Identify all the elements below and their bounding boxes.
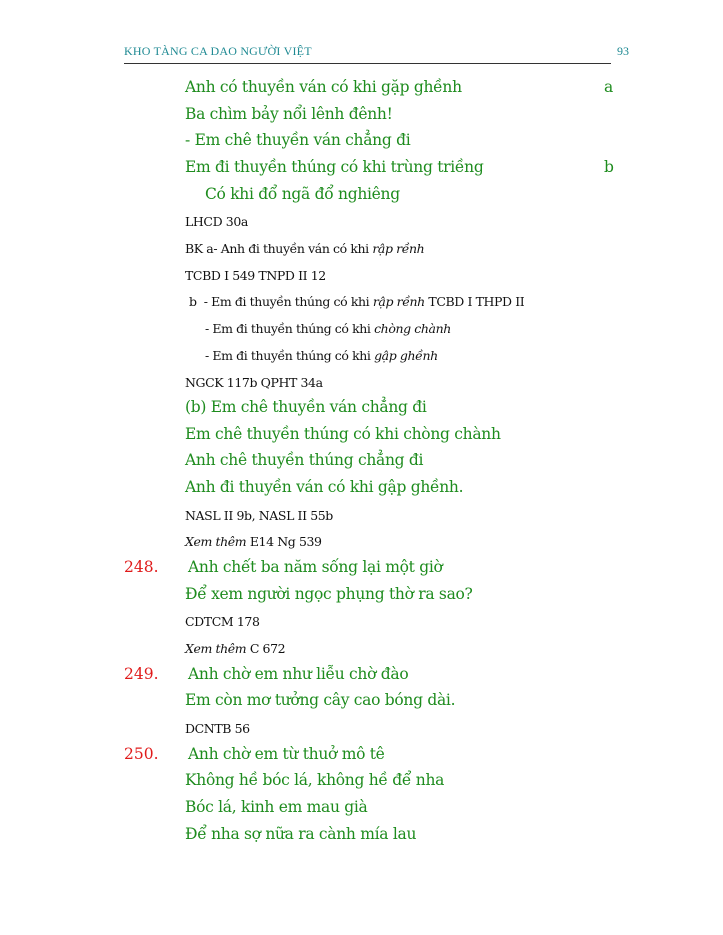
verse-line: Anh đi thuyền ván có khi gập ghềnh. [185, 478, 464, 496]
source-citation: NASL II 9b, NASL II 55b [185, 508, 333, 523]
variant-marker-b: b [604, 158, 614, 176]
note-text: TCBD I THPD II [424, 294, 525, 309]
note-emphasis: rập rềnh [372, 241, 425, 256]
verse-line: Ba chìm bảy nổi lênh đênh! [185, 105, 393, 123]
verse-line: Anh chê thuyền thúng chẳng đi [185, 451, 424, 469]
verse-line: Em đi thuyền thúng có khi trùng triềng [185, 158, 484, 176]
note-text: - Em đi thuyền thúng có khi [205, 321, 375, 336]
verse-line: Không hề bóc lá, không hề để nha [185, 771, 445, 789]
page-number: 93 [617, 44, 629, 58]
see-also-note [185, 641, 285, 656]
note-emphasis: rập rềnh [372, 294, 425, 309]
poem-number: 249. [124, 665, 159, 683]
note-text: BK a- Anh đi thuyền ván có khi [185, 241, 373, 256]
header-divider [124, 63, 611, 64]
verse-line: (b) Em chê thuyền ván chẳng đi [185, 398, 427, 416]
see-also-ref: C 672 [246, 641, 286, 656]
verse-line: Anh chết ba năm sống lại một giờ [188, 558, 443, 576]
note-emphasis: gập ghềnh [374, 348, 438, 363]
verse-line: Để xem người ngọc phụng thờ ra sao? [185, 585, 473, 603]
source-citation: CDTCM 178 [185, 614, 260, 629]
variant-note [205, 321, 451, 336]
see-also-note [185, 534, 322, 549]
source-citation: NGCK 117b QPHT 34a [185, 375, 323, 390]
source-citation: LHCD 30a [185, 214, 248, 229]
verse-line: Có khi đổ ngã đổ nghiêng [205, 185, 400, 203]
source-citation: TCBD I 549 TNPD II 12 [185, 268, 326, 283]
book-title: KHO TÀNG CA DAO NGƯỜI VIỆT [124, 44, 312, 58]
poem-number: 248. [124, 558, 159, 576]
verse-line: Để nha sợ nữa ra cành mía lau [185, 825, 417, 843]
note-text: - Em đi thuyền thúng có khi [203, 294, 373, 309]
verse-line: Anh chờ em từ thuở mô tê [188, 745, 385, 763]
verse-line: Anh chờ em như liễu chờ đào [188, 665, 409, 683]
variant-note [189, 294, 524, 309]
see-also-label: Xem thêm [185, 641, 247, 656]
see-also-label: Xem thêm [185, 534, 247, 549]
verse-line: - Em chê thuyền ván chẳng đi [185, 131, 411, 149]
variant-note [185, 241, 424, 256]
variant-marker-a: a [604, 78, 614, 96]
page-header [124, 44, 629, 64]
verse-line: Anh có thuyền ván có khi gặp ghềnh [185, 78, 462, 96]
variant-note [205, 348, 438, 363]
note-emphasis: chòng chành [374, 321, 451, 336]
source-citation: DCNTB 56 [185, 721, 250, 736]
poem-number: 250. [124, 745, 159, 763]
note-text: - Em đi thuyền thúng có khi [205, 348, 375, 363]
verse-line: Em chê thuyền thúng có khi chòng chành [185, 425, 501, 443]
see-also-ref: E14 Ng 539 [246, 534, 322, 549]
note-label: b [189, 294, 197, 309]
verse-line: Bóc lá, kinh em mau già [185, 798, 368, 816]
verse-line: Em còn mơ tưởng cây cao bóng dài. [185, 691, 456, 709]
